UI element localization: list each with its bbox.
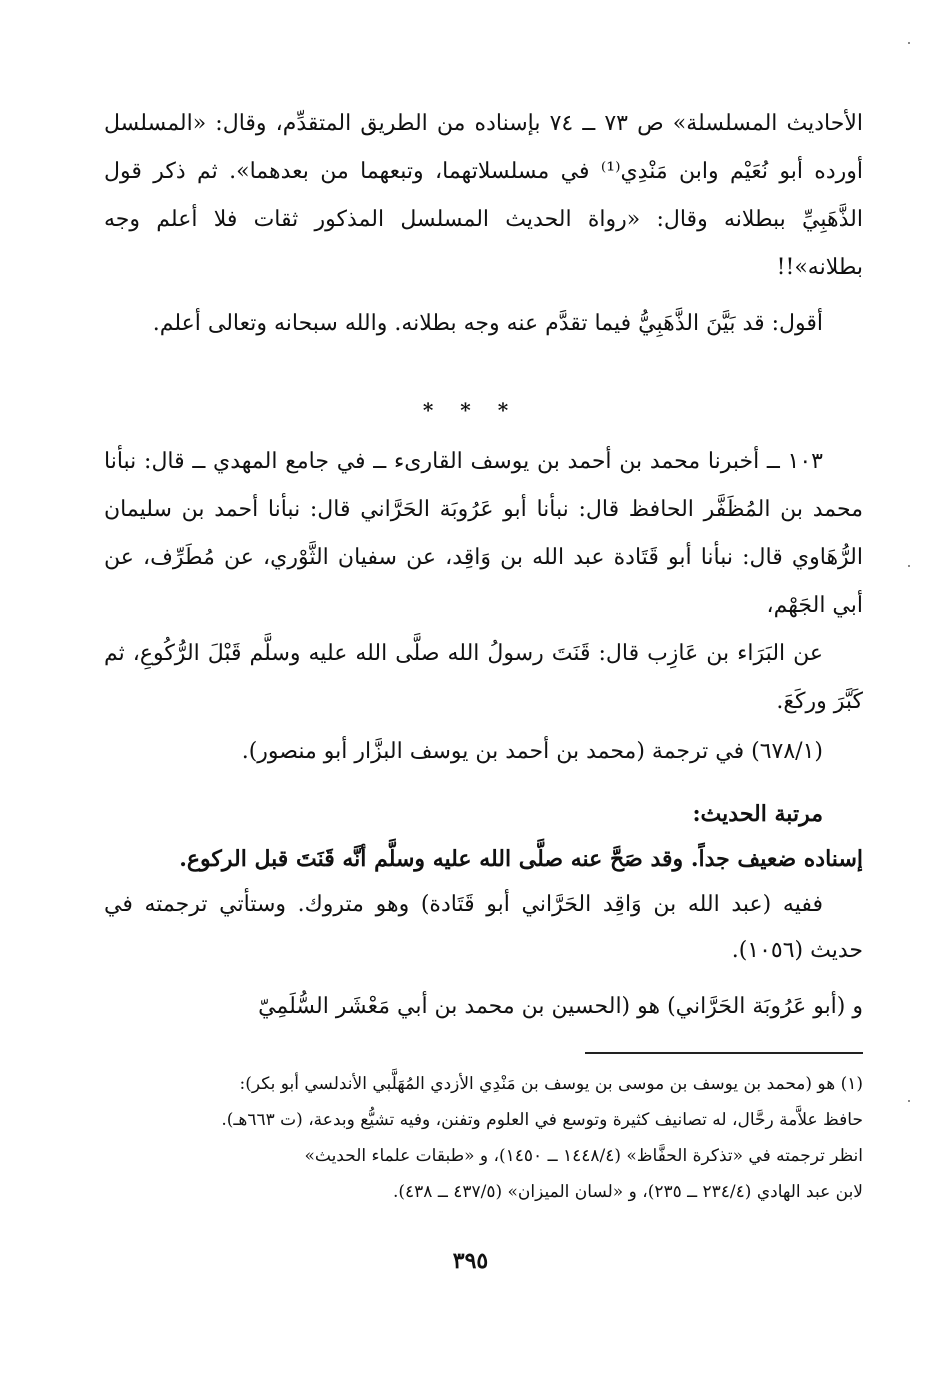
footnote-line: لابن عبد الهادي (٢٣٤/٤ ــ ٢٣٥)، و «لسان الميزان» (٤٣٧/٥ ــ ٤٣٨).: [393, 1182, 863, 1202]
hadith-isnad: ١٠٣ ــ أخبرنا محمد بن أحمد بن يوسف القارىء ــ في جامع المهدي ــ قال: نبأنا محمد بن المُظَفَّر الحافظ قال: نبأنا أبو عَرُوبَة الحَرَّاني قال: نبأنا أحمد بن سليمان الرُّهَاوي قال: نبأنا أبو قَتَادة عبد الله بن وَاقِد، عن سفيان الثَّوْري، عن مُطَرِّف، عن أبي الجَهْم،: [104, 449, 863, 618]
footnote-line: (١) هو (محمد بن يوسف بن موسى بن يوسف بن مَنْدِي الأزدي المُهَلَّبي الأندلسي أبو بكر):: [239, 1074, 863, 1094]
margin-speck: [908, 565, 910, 567]
main-text-grading: [104, 792, 863, 1030]
grading-heading: مرتبة الحديث:: [692, 801, 823, 827]
margin-speck: [908, 42, 910, 44]
hadith-matn: عن البَرَاء بن عَازِب قال: قَنَتَ رسولُ الله صلَّى الله عليه وسلَّم قَبْلَ الرُّكُوعِ، ثم كَبَّرَ وركَعَ.: [104, 641, 863, 714]
grading-summary: إسناده ضعيف جداً. وقد صَحَّ عنه صلَّى الله عليه وسلَّم أنَّه قَنَتَ قبل الركوع.: [179, 846, 863, 872]
grading-narrator: و (أبو عَرُوبَة الحَرَّاني) هو (الحسين بن محمد بن أبي مَعْشَر السُّلَمِيّ: [258, 994, 863, 1019]
footnotes: [104, 1066, 863, 1210]
margin-speck: [908, 1100, 910, 1102]
grading-detail: ففيه (عبد الله بن وَاقِد الحَرَّاني أبو قَتَادة) وهو متروك. وستأتي ترجمته في حديث (١٠٥٦).: [104, 892, 863, 963]
hadith-source: (٦٧٨/١) في ترجمة (محمد بن أحمد بن يوسف البزَّار أبو منصور).: [241, 739, 823, 764]
paragraph-quote-continuation: الأحاديث المسلسلة» ص ٧٣ ــ ٧٤ بإسناده من الطريق المتقدِّم، وقال: «المسلسل أورده أبو نُعَيْم وابن مَنْدِي⁽¹⁾ في مسلسلاتهما، وتبعهما من بعدهما». ثم ذكر قول الذَّهَبِيِّ ببطلانه وقال: «رواة الحديث المسلسل المذكور ثقات فلا أعلم وجه بطلانه»!!: [104, 111, 863, 280]
main-text-hadith: [104, 438, 863, 776]
page-number: ٣٩٥: [452, 1248, 489, 1274]
footnote-line: انظر ترجمته في «تذكرة الحفَّاظ» (١٤٤٨/٤ ــ ١٤٥٠)، و «طبقات علماء الحديث»: [304, 1146, 863, 1166]
section-separator: * * *: [422, 398, 519, 422]
main-text-upper: [104, 100, 863, 348]
paragraph-author-comment: أقول: قد بَيَّنَ الذَّهَبِيُّ فيما تقدَّم عنه وجه بطلانه. والله سبحانه وتعالى أعلم.: [152, 311, 823, 336]
footnote-divider: [585, 1052, 863, 1054]
footnote-line: حافظ علاَّمة رحَّال، له تصانيف كثيرة وتوسع في العلوم وتفنن، وفيه تشيُّع وبدعة، (ت ٦٦٣هـ).: [221, 1110, 863, 1130]
